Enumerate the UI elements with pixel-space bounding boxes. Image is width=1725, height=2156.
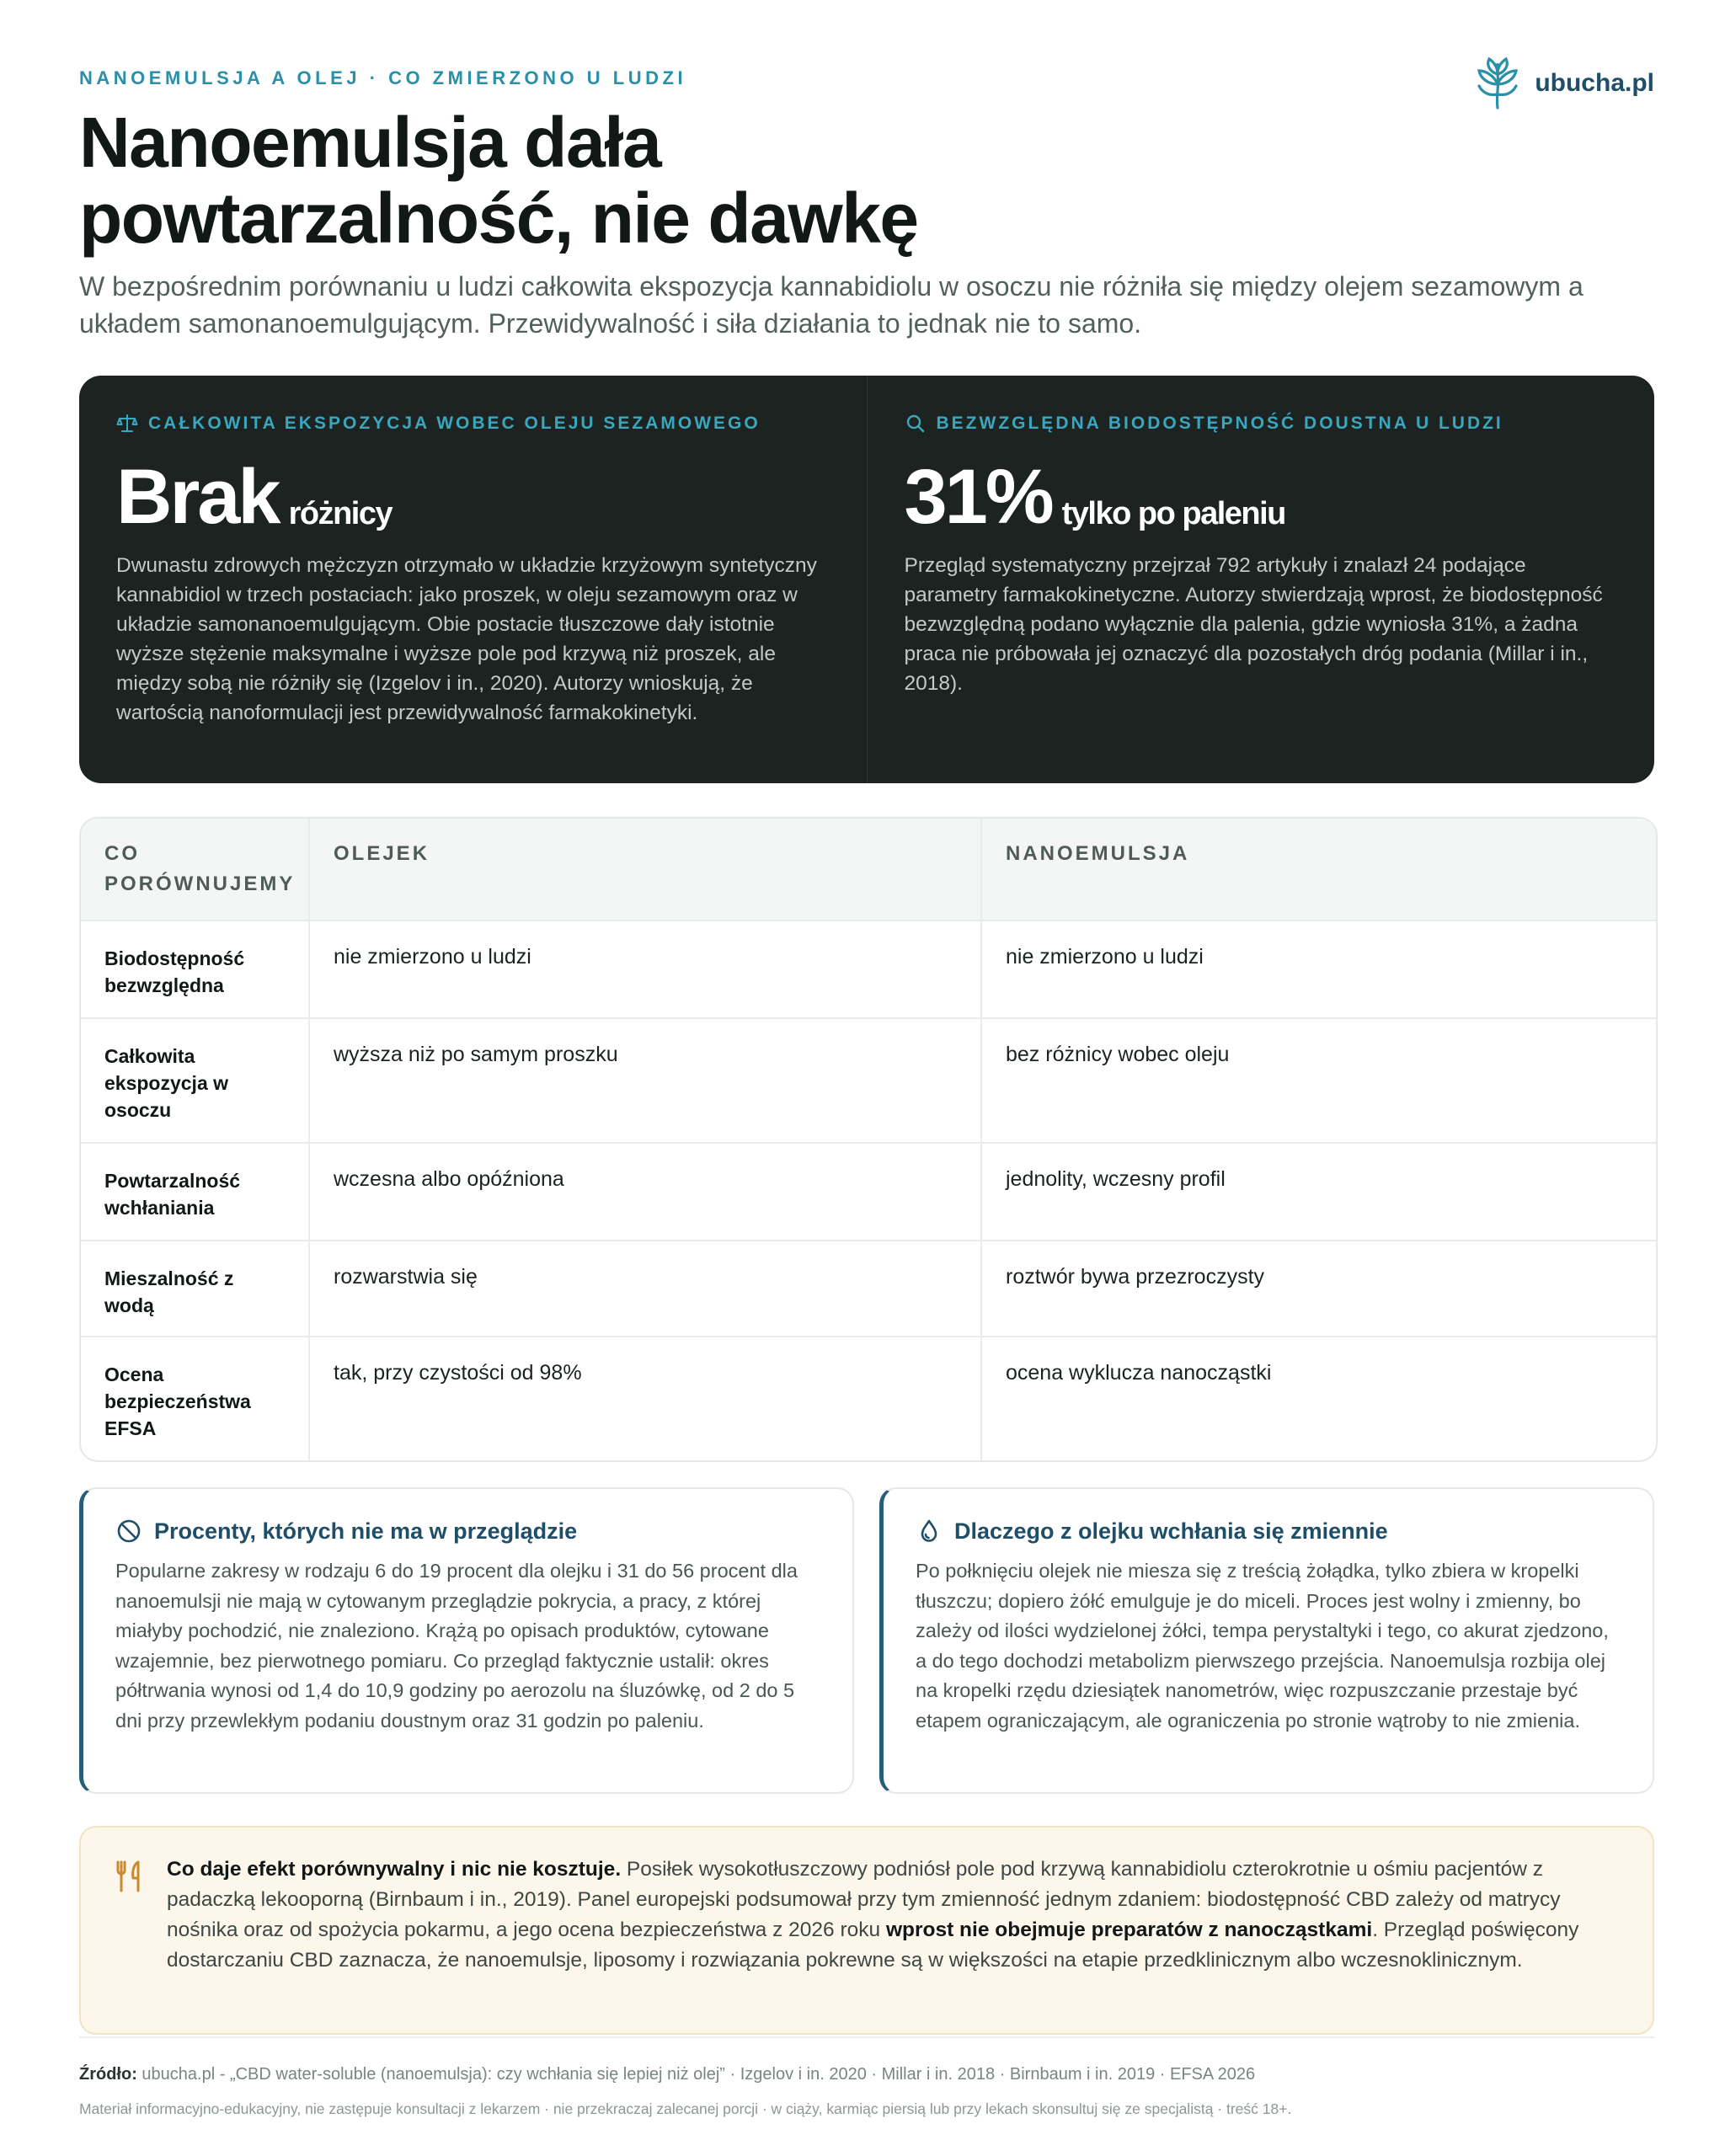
droplet-icon bbox=[916, 1518, 943, 1545]
stat-caption: tylko po paleniu bbox=[1061, 496, 1285, 531]
disclaimer: Materiał informacyjno-edukacyjny, nie zastępuje konsultacji z lekarzem · nie przekraczaj zalecanej porcji · w ciąży, karmiąc piersią lub przy lekach skonsultuj się ze specjalistą · treść 18+. bbox=[79, 2100, 1292, 2117]
table-cell: ocena wyklucza nanocząstki bbox=[1006, 1361, 1272, 1385]
food-effect-callout bbox=[79, 1826, 1654, 2035]
stat-label: BEZWZGLĘDNA BIODOSTĘPNOŚĆ DOUSTNA U LUDZI bbox=[905, 413, 1618, 435]
stat-description: Dwunastu zdrowych mężczyzn otrzymało w układzie krzyżowym syntetyczny kannabidiol w trzech postaciach: jako proszek, w oleju sezamowym oraz w układzie samonanoemulgującym. Obie postacie tłuszczowe dały istotnie wyższe stężenie maksymalne i wyższe pole pod krzywą niż proszek, ale między sobą nie różniły się (Izgelov i in., 2020). Autorzy wnioskują, że wartością nanoformulacji jest przewidywalność farmakokinetyki. bbox=[116, 554, 817, 724]
table-cell: nie zmierzono u ludzi bbox=[982, 921, 1656, 1019]
table-cell: nie zmierzono u ludzi bbox=[310, 921, 982, 1019]
table-header-cell: OLEJEK bbox=[310, 819, 982, 921]
table-row-header: Biodostępność bezwzględna bbox=[81, 921, 310, 1019]
table-header-cell: CO PORÓWNUJEMY bbox=[81, 819, 310, 921]
stat-bioavailability bbox=[867, 376, 1655, 783]
table-header-cell: NANOEMULSJA bbox=[982, 819, 1656, 921]
card-body: Popularne zakresy w rodzaju 6 do 19 procent dla olejku i 31 do 56 procent dla nanoemulsji nie mają w cytowanym przeglądzie pokrycia, a pracy, z której miałyby pochodzić, nie znaleziono. Krążą po opisach produktów, cytowane wzajemnie, bez pierwotnego pomiaru. Co przegląd faktycznie ustalił: okres półtrwania wynosi od 1,4 do 10,9 godziny po aerozolu na śluzówkę, od 2 do 5 dni przy przewlekłym podaniu doustnym oraz 31 godzin po paleniu. bbox=[115, 1560, 798, 1732]
stat-value: 31% bbox=[904, 454, 1052, 540]
stats-panel bbox=[79, 376, 1654, 783]
callout-text: Co daje efekt porównywalny i nic nie kosztuje. Posiłek wysokotłuszczowy podniósł pole pod krzywą kannabidiolu czterokrotnie u ośmiu pacjentów z padaczką lekooporną (Birnbaum i in., 2019). Panel europejski podsumował przy tym zmienność jednym zdaniem: biodostępność CBD zależy od matrycy nośnika oraz od spożycia pokarmu, a jego ocena bezpieczeństwa z 2026 roku wprost nie obejmuje preparatów z nanocząstkami. Przegląd poświęcony dostarczaniu CBD zaznacza, że nanoemulsje, liposomy i rozwiązania pokrewne są w większości na etapie przedklinicznym albo wczesnoklinicznym. bbox=[167, 1858, 1579, 1972]
card-body: Po połknięciu olejek nie miesza się z treścią żołądka, tylko zbiera w kropelki tłuszczu; dopiero żółć emulguje je do miceli. Proces jest wolny i zmienny, bo zależy od ilości wydzielonej żółci, tempa perystaltyki i tego, co akurat zjedzono, a do tego dochodzi metabolizm pierwszego przejścia. Nanoemulsja rozbija olej na kropelki rzędu dziesiątek nanometrów, więc rozpuszczanie przestaje być etapem ograniczającym, ale ograniczenia po stronie wątroby to nie zmienia. bbox=[916, 1560, 1609, 1732]
search-icon bbox=[905, 413, 927, 435]
table-row-header: Mieszalność z wodą bbox=[81, 1241, 310, 1337]
title-line-2: powtarzalność, nie dawkę bbox=[79, 179, 918, 258]
stat-headline bbox=[116, 454, 830, 540]
stat-value: Brak bbox=[116, 454, 279, 540]
scale-icon bbox=[116, 413, 138, 435]
source-line: Źródło: ubucha.pl - „CBD water-soluble (nanoemulsja): czy wchłania się lepiej niż olej” · Izgelov i in. 2020 · Millar i in. 2018 · Birnbaum i in. 2019 · EFSA 2026 bbox=[79, 2065, 1256, 2084]
lead-paragraph: W bezpośrednim porównaniu u ludzi całkowita ekspozycja kannabidiolu w osoczu nie różniła się między olejem sezamowym a układem samonanoemulgującym. Przewidywalność i siła działania to jednak nie to samo. bbox=[79, 271, 1583, 339]
stat-exposure bbox=[79, 376, 867, 783]
prohibited-icon bbox=[115, 1518, 142, 1545]
eyebrow: NANOEMULSJA A OLEJ · CO ZMIERZONO U LUDZI bbox=[79, 67, 687, 88]
table-cell: rozwarstwia się bbox=[310, 1241, 982, 1337]
brand-plant-icon bbox=[1474, 56, 1521, 111]
page-title bbox=[79, 104, 918, 256]
table-row-header: Powtarzalność wchłaniania bbox=[81, 1144, 310, 1241]
table-row-header: Całkowita ekspozycja w osoczu bbox=[81, 1019, 310, 1144]
card-title: Procenty, których nie ma w przeglądzie bbox=[115, 1518, 822, 1545]
table-cell: wczesna albo opóźniona bbox=[310, 1144, 982, 1241]
stat-headline bbox=[904, 454, 1618, 540]
fork-knife-icon bbox=[115, 1860, 145, 1893]
title-line-1: Nanoemulsja dała bbox=[79, 103, 661, 182]
logo-text: ubucha.pl bbox=[1535, 69, 1654, 97]
card-title: Dlaczego z olejku wchłania się zmiennie bbox=[916, 1518, 1622, 1545]
logo[interactable] bbox=[1474, 56, 1654, 111]
footer-divider bbox=[79, 2036, 1654, 2038]
table-row-header: Ocena bezpieczeństwa EFSA bbox=[81, 1337, 310, 1460]
table-cell: tak, przy czystości od 98% bbox=[310, 1337, 982, 1460]
table-cell: bez różnicy wobec oleju bbox=[982, 1019, 1656, 1144]
info-card-percentages bbox=[79, 1487, 854, 1794]
info-card-absorption bbox=[879, 1487, 1654, 1794]
stat-description: Przegląd systematyczny przejrzał 792 artykuły i znalazł 24 podające parametry farmakokinetyczne. Autorzy stwierdzają wprost, że biodostępność bezwzględną podano wyłącznie dla palenia, gdzie wyniosła 31%, a żadna praca nie próbowała jej oznaczyć dla pozostałych dróg podania (Millar i in., 2018). bbox=[904, 554, 1603, 695]
stat-caption: różnicy bbox=[288, 496, 393, 531]
stat-label: CAŁKOWITA EKSPOZYCJA WOBEC OLEJU SEZAMOWEGO bbox=[116, 413, 830, 435]
comparison-table bbox=[79, 817, 1658, 1462]
table-cell: roztwór bywa przezroczysty bbox=[982, 1241, 1656, 1337]
table-cell: wyższa niż po samym proszku bbox=[310, 1019, 982, 1144]
table-cell: jednolity, wczesny profil bbox=[982, 1144, 1656, 1241]
